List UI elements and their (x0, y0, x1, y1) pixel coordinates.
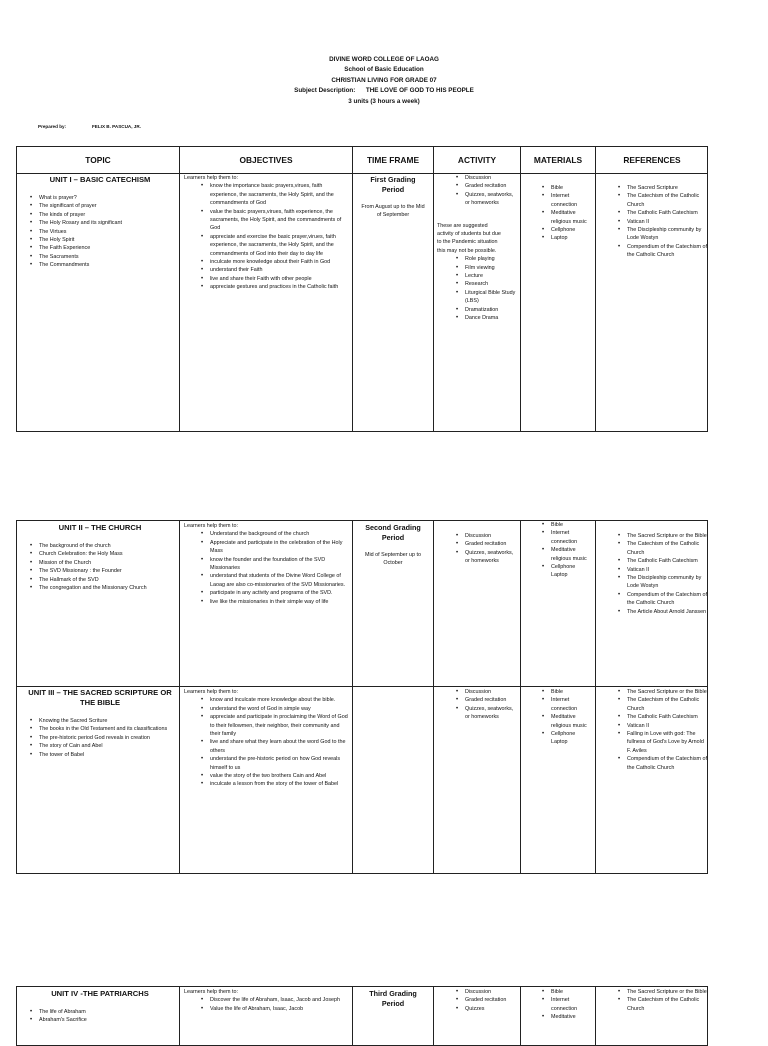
prepared-by (38, 124, 141, 129)
list-item: • The Sacred Scripture or the Bible (627, 688, 707, 696)
list-item: • Bible (551, 688, 593, 696)
list-item: • Discussion (465, 174, 517, 182)
unit-2-materials (523, 521, 593, 580)
list-item: • Dramatization (465, 306, 517, 314)
list-item: • Graded recitation (465, 540, 517, 548)
syllabus-table-3 (16, 986, 708, 1046)
list-item: • Meditative religious music (551, 209, 593, 226)
list-item: • Graded recitation (465, 696, 517, 704)
list-item: • Internet connection (551, 696, 593, 713)
unit-2-activity (437, 532, 517, 566)
activity-list-2 (437, 255, 517, 322)
unit-3-objectives (184, 688, 348, 789)
topic-list (25, 1008, 175, 1025)
list-item: • appreciate and participate in proclaiming the Word of God to their fellowmen, their neighbor, their community and their family (210, 713, 348, 738)
list-item: • The Sacred Scripture or the Bible (627, 988, 707, 996)
list-item: • Discover the life of Abraham, Isaac, Jacob and Joseph (210, 996, 348, 1004)
list-item: • The Catholic Faith Catechism (627, 209, 707, 217)
list-item: • Quizzes, seatworks, or homeworks (465, 191, 517, 208)
list-item: • Vatican II (627, 566, 707, 574)
activity-list (437, 532, 517, 566)
list-item: • The Holy Spirit (39, 236, 175, 244)
list-item: • Discussion (465, 532, 517, 540)
list-item: • The Catechism of the Catholic Church (627, 696, 707, 713)
list-item: • understand that students of the Divine Word College of Laoag are also co-missionaries of the SVD Missionaries. (210, 572, 348, 589)
list-item: • The Catholic Faith Catechism (627, 557, 707, 565)
unit-4-activity (437, 988, 517, 1013)
activity-list (437, 988, 517, 1013)
materials-list (523, 688, 593, 738)
units-info: 3 units (3 hours a week) (348, 97, 420, 105)
list-item: • Film viewing (465, 264, 517, 272)
list-item: • live and share what they learn about the word God to the others (210, 738, 348, 755)
list-item: • value the basic prayers,virues, faith experience, the sacraments, the Holy Spirit, and the commandments of God (210, 208, 348, 233)
references-list (599, 988, 707, 1013)
list-item: • The Sacred Scripture (627, 184, 707, 192)
prepared-label: Prepared by: (38, 124, 67, 129)
list-item: • Value the life of Abraham, Isaac, Jacob (210, 1005, 348, 1013)
list-item: • The Holy Rosary and its significant (39, 219, 175, 227)
objectives-intro: Learners help them to: (184, 175, 238, 181)
list-item: • Dance Drama (465, 314, 517, 322)
list-item: • Knowing the Sacred Scriture (39, 717, 175, 725)
list-item: • The books in the Old Testament and its classifications (39, 725, 175, 733)
list-item: • The kinds of prayer (39, 211, 175, 219)
unit-1-materials (523, 184, 593, 243)
syllabus-table-1 (16, 146, 708, 432)
list-item: • know and inculcate more knowledge about the bible. (210, 696, 348, 704)
list-item: • The Commandments (39, 261, 175, 269)
unit-2-time-frame (359, 523, 427, 568)
list-item: • understand their Faith (210, 266, 348, 274)
list-item: • The story of Cain and Abel (39, 742, 175, 750)
unit-title: UNIT I – BASIC CATECHISM (49, 175, 151, 184)
prepared-name: FELIX B. PASCUA, JR. (92, 124, 141, 129)
references-list (599, 184, 707, 260)
list-item: • Cellphone (551, 563, 593, 571)
list-item: • Liturgical Bible Study (LBS) (465, 289, 517, 306)
activity-list (437, 174, 517, 208)
list-item: • value the story of the two brothers Cain and Abel (210, 772, 348, 780)
references-list (599, 688, 707, 772)
col-activity: ACTIVITY (457, 155, 497, 165)
list-item: • Internet connection (551, 192, 593, 209)
list-item: • The Discipleship community by Lode Wostyn (627, 574, 707, 591)
materials-list (523, 184, 593, 243)
unit-4-topic (25, 988, 175, 1025)
topic-list (25, 542, 175, 592)
list-item: • The pre-historic period God reveals in creation (39, 734, 175, 742)
list-item: • Appreciate and participate in the celebration of the Holy Mass (210, 539, 348, 556)
unit-title: UNIT II – THE CHURCH (58, 523, 142, 532)
list-item: • Quizzes, seatworks, or homeworks (465, 549, 517, 566)
materials-extra: Laptop (551, 572, 568, 579)
list-item: • Graded recitation (465, 996, 517, 1004)
list-item: • understand the pre-historic period on how God reveals himself to us (210, 755, 348, 772)
list-item: • Bible (551, 184, 593, 192)
list-item: • Research (465, 280, 517, 288)
objectives-list (184, 696, 348, 788)
activity-note: These are suggested activity of students but due to the Pandemic situation this may not be possible. (437, 222, 501, 254)
materials-list (523, 521, 593, 571)
topic-list (25, 717, 175, 759)
col-materials: MATERIALS (533, 155, 583, 165)
topic-list (25, 194, 175, 270)
activity-list (437, 688, 517, 722)
objectives-list (184, 530, 348, 606)
unit-1-topic (25, 174, 175, 270)
list-item: • appreciate and exercise the basic prayer,virues, faith experience, the sacraments, the Holy Spirit, and the commandments of God into their day to day life (210, 233, 348, 258)
list-item: • What is prayer? (39, 194, 175, 202)
objectives-intro: Learners help them to: (184, 989, 238, 995)
list-item: • The Virtues (39, 228, 175, 236)
subject-description: Subject Description: THE LOVE OF GOD TO HIS PEOPLE (294, 87, 474, 95)
list-item: • inculcate a lesson from the story of the tower of Babel (210, 780, 348, 788)
list-item: • The Hallmark of the SVD (39, 576, 175, 584)
unit-title: UNIT IV -THE PATRIARCHS (51, 989, 149, 998)
objectives-list (184, 996, 348, 1013)
list-item: • Discussion (465, 688, 517, 696)
unit-4-objectives (184, 988, 348, 1013)
list-item: • The Catechism of the Catholic Church (627, 996, 707, 1013)
list-item: • The Sacred Scripture or the Bible (627, 532, 707, 540)
unit-2-references (599, 532, 707, 616)
unit-title: UNIT III – THE SACRED SCRIPTURE OR THE BIBLE (28, 688, 172, 707)
time-frame-title: First Grading Period (370, 175, 416, 194)
unit-4-references (599, 988, 707, 1013)
list-item: • The congregation and the Missionary Church (39, 584, 175, 592)
list-item: • The Sacraments (39, 253, 175, 261)
list-item: • Compendium of the Catechism of the Catholic Church (627, 243, 707, 260)
time-frame-title: Third Grading Period (369, 989, 417, 1008)
list-item: • Mission of the Church (39, 559, 175, 567)
references-list (599, 532, 707, 616)
list-item: • Quizzes (465, 1005, 517, 1013)
list-item: • The significant of prayer (39, 202, 175, 210)
unit-2-objectives (184, 522, 348, 606)
time-frame-title: Second Grading Period (365, 523, 421, 542)
list-item: • Discussion (465, 988, 517, 996)
list-item: • The Catholic Faith Catechism (627, 713, 707, 721)
list-item: • The Catechism of the Catholic Church (627, 192, 707, 209)
syllabus-table-2 (16, 520, 708, 874)
list-item: • Church Celebration: the Holy Mass (39, 550, 175, 558)
col-objectives: OBJECTIVES (239, 155, 293, 165)
list-item: • Quizzes, seatworks, or homeworks (465, 705, 517, 722)
unit-1-time-frame (359, 175, 427, 220)
department-name: School of Basic Education (344, 66, 424, 74)
list-item: • The background of the church (39, 542, 175, 550)
col-time-frame: TIME FRAME (366, 155, 420, 165)
unit-3-topic (25, 688, 175, 759)
unit-3-activity (437, 688, 517, 722)
time-frame-range: From August up to the Mid of September (361, 204, 425, 219)
time-frame-range: Mid of September up to October (364, 552, 422, 567)
list-item: • know the importance basic prayers,virues, faith experience, the sacraments, the Holy Spirit, and the commandments of God (210, 182, 348, 207)
list-item: • Internet connection (551, 996, 593, 1013)
col-topic: TOPIC (85, 155, 111, 165)
list-item: • appreciate gestures and practices in the Catholic faith (210, 283, 348, 291)
list-item: • Laptop (551, 234, 593, 242)
list-item: • The Faith Experience (39, 244, 175, 252)
list-item: • Lecture (465, 272, 517, 280)
list-item: • Compendium of the Catechism of the Catholic Church (627, 755, 707, 772)
list-item: • Vatican II (627, 722, 707, 730)
list-item: • participate in any activity and programs of the SVD. (210, 589, 348, 597)
list-item: • Falling in Love with god: The fullness of God's Love by Arnold F. Aviles (627, 730, 707, 755)
list-item: • Cellphone (551, 226, 593, 234)
list-item: • Meditative religious music (551, 713, 593, 730)
document-header (0, 55, 768, 107)
list-item: • Abraham's Sacrifice (39, 1016, 175, 1024)
unit-4-time-frame (359, 989, 427, 1009)
col-references: REFERENCES (623, 155, 681, 165)
course-title: CHRISTIAN LIVING FOR GRADE 07 (331, 76, 437, 84)
unit-4-materials (523, 988, 593, 1022)
list-item: • Internet connection (551, 529, 593, 546)
unit-1-objectives (184, 174, 348, 292)
materials-extra: Laptop (551, 739, 568, 746)
list-item: • Vatican II (627, 218, 707, 226)
list-item: • The SVD Missionary : the Founder (39, 567, 175, 575)
list-item: • Compendium of the Catechism of the Catholic Church (627, 591, 707, 608)
list-item: • Role playing (465, 255, 517, 263)
objectives-list (184, 182, 348, 291)
materials-list (523, 988, 593, 1022)
list-item: • know the founder and the foundation of the SVD Missionaries (210, 556, 348, 573)
list-item: • The Discipleship community by Lode Wostyn (627, 226, 707, 243)
list-item: • The tower of Babel (39, 751, 175, 759)
unit-2-topic (25, 522, 175, 592)
school-name: DIVINE WORD COLLEGE OF LAOAG (329, 56, 439, 63)
objectives-intro: Learners help them to: (184, 689, 238, 695)
list-item: • Graded recitation (465, 182, 517, 190)
list-item: • The Article About Arnold Janssen (627, 608, 707, 616)
list-item: • inculcate more knowledge about their Faith in God (210, 258, 348, 266)
unit-1-activity (437, 174, 517, 323)
unit-1-references (599, 184, 707, 260)
list-item: • Understand the background of the church (210, 530, 348, 538)
list-item: • The Catechism of the Catholic Church (627, 540, 707, 557)
unit-3-materials (523, 688, 593, 747)
list-item: • understand the word of God in simple way (210, 705, 348, 713)
list-item: • Meditative religious music (551, 546, 593, 563)
unit-3-references (599, 688, 707, 772)
list-item: • The life of Abraham (39, 1008, 175, 1016)
list-item: • live like the missionaries in their simple way of life (210, 598, 348, 606)
list-item: • Cellphone (551, 730, 593, 738)
list-item: • Meditative (551, 1013, 593, 1021)
list-item: • Bible (551, 521, 593, 529)
list-item: • Bible (551, 988, 593, 996)
list-item: • live and share their Faith with other people (210, 275, 348, 283)
objectives-intro: Learners help them to: (184, 523, 238, 529)
